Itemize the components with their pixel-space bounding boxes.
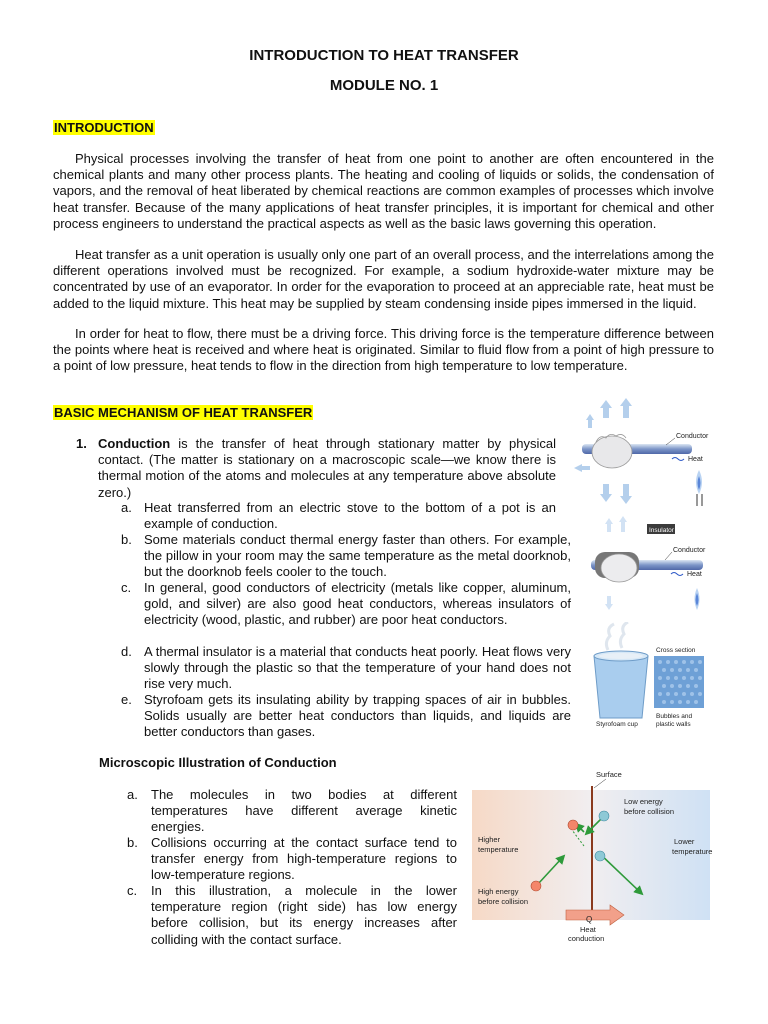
list-item <box>127 835 457 884</box>
introduction-heading: INTRODUCTION <box>54 120 154 135</box>
list-item <box>121 532 573 581</box>
intro-paragraph-1: Physical processes involving the transfer of heat from one point to another are often encountered in the chemical plants and many other process plants. The heating and cooling of liquids or solids, the condensation of vapors, and the removal of heat liberated by chemical reactions are common examples of processes which involve heat transfer. Because of the many applications of heat transfer principles, it is important for chemical and other process engineers to understand the practical aspects as well as the basic laws governing this operation. <box>53 151 714 231</box>
fig4-lower-label-2: temperature <box>672 847 713 856</box>
molecule <box>568 820 578 830</box>
fig2-heat-label: Heat <box>687 571 702 578</box>
molecule <box>595 851 605 861</box>
conduction-item <box>76 436 556 501</box>
document-title: INTRODUCTION TO HEAT TRANSFER <box>249 47 519 64</box>
fig4-heat-label: Heat <box>580 925 596 934</box>
list-text: The molecules in two bodies at different temperatures have different average kinetic energies. <box>151 787 457 835</box>
list-letter: a. <box>121 500 132 515</box>
list-letter: c. <box>127 883 138 898</box>
cup-icon <box>594 651 648 718</box>
intro-paragraph-3: In order for heat to flow, there must be a driving force. This driving force is the temperature difference between the points where heat is received and where heat is originated. Similar to fluid flow from a point of high pressure to a point of low pressure, heat tends to flow in the direction from high temperature to low temperature. <box>53 326 714 374</box>
fig4-conduction-label: conduction <box>568 934 605 943</box>
list-text: Styrofoam gets its insulating ability by trapping spaces of air in bubbles. Solids usually are better heat conductors than liquids, and liquids are better conductors than gases. <box>144 692 571 740</box>
micro-heading: Microscopic Illustration of Conduction <box>99 755 337 770</box>
list-text: Collisions occurring at the contact surface tend to transfer energy from high-temperature regions to low-temperature regions. <box>151 835 457 883</box>
list-letter: b. <box>127 835 138 850</box>
module-number: MODULE NO. 1 <box>329 77 439 94</box>
fig4-higher-label-2: temperature <box>478 845 519 854</box>
list-item <box>121 692 573 741</box>
steam <box>606 624 614 650</box>
fig3-cross-section-label: Cross section <box>656 647 696 654</box>
hand-icon <box>592 436 632 468</box>
fig4-high-energy-label-2: before collision <box>478 897 529 906</box>
fig4-lower-label-1: Lower <box>674 837 695 846</box>
list-text: In this illustration, a molecule in the lower temperature region (right side) has low energy before collision, but its energy increases after colliding with the contact surface. <box>151 883 457 947</box>
heat-wave-icon <box>672 458 684 461</box>
fig1-heat-label: Heat <box>688 456 703 463</box>
high-energy-molecule <box>531 881 541 891</box>
fig4-higher-label-1: Higher <box>478 835 501 844</box>
fig1-conductor-label: Conductor <box>676 433 709 440</box>
list-text: Some materials conduct thermal energy faster than others. For example, the pillow in your room may the same temperature as the metal doorknob, but the doorknob feels cooler to the touch. <box>144 532 571 580</box>
fig4-q-label: Q <box>586 915 593 924</box>
list-letter: c. <box>121 580 132 595</box>
conduction-term: Conduction <box>98 436 171 451</box>
insulated-rod-figure <box>585 512 715 622</box>
list-letter: b. <box>121 532 132 547</box>
list-letter: e. <box>121 692 132 707</box>
list-item <box>127 787 457 836</box>
list-item <box>121 500 573 532</box>
fig4-low-energy-label-1: Low energy <box>624 797 663 806</box>
fig2-conductor-label: Conductor <box>673 547 706 554</box>
heat-wave-icon <box>671 573 683 576</box>
intro-paragraph-2: Heat transfer as a unit operation is usually only one part of an overall process, and the interrelations among the different operations involved must be recognized. For example, a sodium hydroxide-water mixture may be concentrated by use of an evaporator. In order for the evaporation to proceed at an appreciable rate, heat must be added to the liquid mixture. This heat may be supplied by steam condensing inside pipes immersed in the liquid. <box>53 247 714 311</box>
fig3-bubbles-label-1: Bubbles and <box>656 713 693 720</box>
conduction-number: 1. <box>76 436 87 451</box>
list-item <box>127 883 457 948</box>
list-letter: d. <box>121 644 132 659</box>
microscopic-conduction-figure <box>470 766 714 946</box>
fig4-surface-label: Surface <box>596 770 622 779</box>
mechanism-heading: BASIC MECHANISM OF HEAT TRANSFER <box>54 405 313 420</box>
fig3-bubbles-label-2: plastic walls <box>656 721 691 728</box>
conduction-definition: is the transfer of heat through stationary matter by physical contact. (The matter is stationary on a macroscopic scale—we know there is thermal motion of the atoms and molecules at any temperature above absolute zero.) <box>98 436 556 500</box>
list-text: Heat transferred from an electric stove to the bottom of a pot is an example of conduction. <box>144 500 556 532</box>
fig4-low-energy-label-2: before collision <box>624 807 675 816</box>
list-text: In general, good conductors of electricity (metals like copper, aluminum, gold, and silver) are also good heat conductors, whereas insulators of electricity (wood, plastic, and rubber) are poor heat conductors. <box>144 580 571 628</box>
fig2-insulator-label: Insulator <box>649 527 674 534</box>
conductor-rod-figure <box>572 398 712 510</box>
flame-icon <box>696 470 703 506</box>
list-letter: a. <box>127 787 138 802</box>
fig4-high-energy-label-1: High energy <box>478 887 519 896</box>
list-item <box>121 644 573 693</box>
styrofoam-cup-figure <box>590 622 712 734</box>
fig3-cup-label: Styrofoam cup <box>596 721 638 728</box>
list-text: A thermal insulator is a material that conducts heat poorly. Heat flows very slowly through the plastic so that the temperature of your hand does not rise very much. <box>144 644 571 692</box>
low-energy-molecule <box>599 811 609 821</box>
list-item <box>121 580 573 629</box>
hand-icon <box>601 554 637 582</box>
flame-icon <box>695 588 700 610</box>
